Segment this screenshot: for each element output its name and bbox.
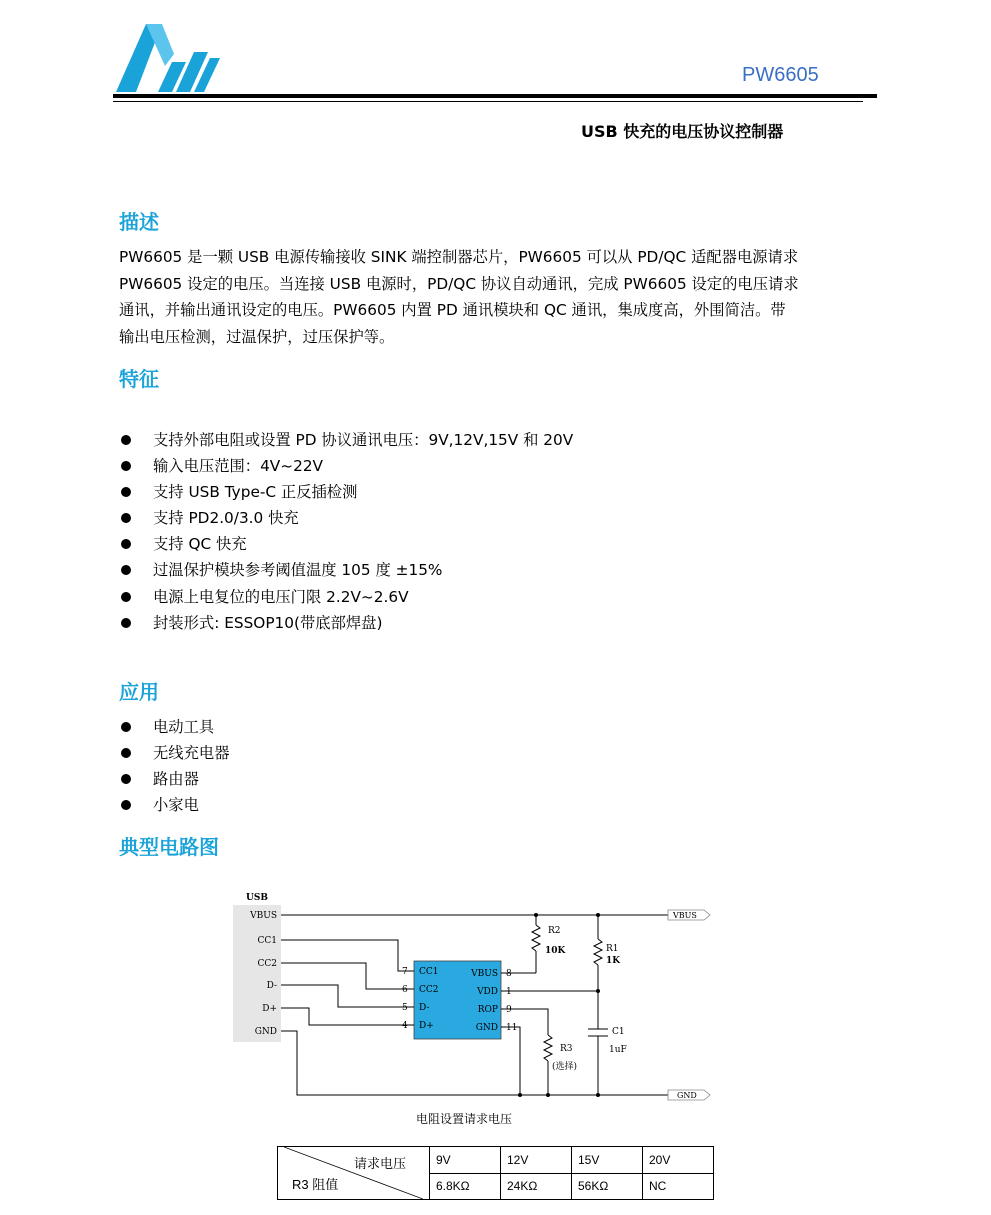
header-divider-thin bbox=[113, 101, 863, 102]
company-logo bbox=[112, 22, 222, 94]
usb-connector bbox=[233, 905, 281, 1042]
table-cell: 6.8KΩ bbox=[430, 1173, 501, 1200]
r1-value: 1K bbox=[606, 956, 621, 966]
list-item: 无线充电器 bbox=[119, 740, 230, 766]
list-item: 支持 QC 快充 bbox=[119, 531, 573, 557]
description-paragraph bbox=[119, 244, 864, 350]
list-item: 支持 PD2.0/3.0 快充 bbox=[119, 505, 573, 531]
table-cell: NC bbox=[643, 1173, 714, 1200]
circuit-caption: 电阻设置请求电压 bbox=[416, 1112, 513, 1126]
chip-pin-number: 5 bbox=[402, 1003, 408, 1013]
features-heading: 特征 bbox=[119, 367, 159, 391]
c1-label: C1 bbox=[612, 1027, 625, 1037]
chip-pin-number: 4 bbox=[402, 1021, 408, 1031]
usb-pin-label: D- bbox=[266, 981, 277, 991]
vbus-output-label: VBUS bbox=[673, 911, 697, 920]
list-item: 输入电压范围：4V~22V bbox=[119, 453, 573, 479]
list-item: 封装形式: ESSOP10(带底部焊盘) bbox=[119, 610, 573, 636]
table-diagonal-header bbox=[278, 1147, 430, 1200]
header-divider-thick bbox=[113, 94, 877, 98]
description-line: 输出电压检测，过温保护，过压保护等。 bbox=[119, 327, 395, 346]
r2-value: 10K bbox=[545, 946, 566, 956]
list-item: 过温保护模块参考阈值温度 105 度 ±15% bbox=[119, 557, 573, 583]
chip-pin-number: 1 bbox=[506, 987, 512, 997]
chip-pin-name: D+ bbox=[419, 1021, 434, 1031]
list-item: 电源上电复位的电压门限 2.2V~2.6V bbox=[119, 584, 573, 610]
gnd-output-label: GND bbox=[677, 1091, 697, 1100]
chip-pin-number: 8 bbox=[506, 969, 512, 979]
chip-pin-name: D- bbox=[419, 1003, 430, 1013]
description-heading: 描述 bbox=[119, 210, 159, 234]
features-list bbox=[119, 427, 573, 636]
header-requested-voltage: 请求电压 bbox=[353, 1156, 406, 1171]
list-item: 电动工具 bbox=[119, 714, 230, 740]
usb-pin-label: VBUS bbox=[250, 911, 277, 921]
chip-pin-number: 11 bbox=[506, 1023, 518, 1033]
chip-pin-name: CC1 bbox=[419, 967, 439, 977]
table-cell: 12V bbox=[501, 1147, 572, 1174]
table-cell: 9V bbox=[430, 1147, 501, 1174]
table-cell: 56KΩ bbox=[572, 1173, 643, 1200]
chip-pin-name: ROP bbox=[477, 1005, 498, 1015]
chip-pin-number: 7 bbox=[402, 967, 408, 977]
chip-pin-name: VDD bbox=[477, 987, 498, 997]
usb-pin-label: CC1 bbox=[257, 936, 277, 946]
resistor-selection-table bbox=[277, 1146, 714, 1200]
usb-pin-label: GND bbox=[254, 1027, 277, 1037]
r1-label: R1 bbox=[606, 944, 619, 954]
r3-note: (选择) bbox=[552, 1062, 578, 1072]
list-item: 路由器 bbox=[119, 766, 230, 792]
typical-circuit-diagram bbox=[230, 885, 715, 1115]
list-item: 支持 USB Type-C 正反插检测 bbox=[119, 479, 573, 505]
applications-list bbox=[119, 714, 230, 818]
part-number: PW6605 bbox=[742, 64, 819, 86]
table-cell: 15V bbox=[572, 1147, 643, 1174]
header-r3-value: R3 阻值 bbox=[292, 1177, 339, 1192]
description-line: PW6605 设定的电压。当连接 USB 电源时，PD/QC 协议自动通讯，完成 PW6605 设定的电压请求 bbox=[119, 274, 799, 293]
table-cell: 20V bbox=[643, 1147, 714, 1174]
usb-pin-label: D+ bbox=[262, 1004, 277, 1014]
chip-pin-name: GND bbox=[475, 1023, 498, 1033]
usb-label: USB bbox=[246, 893, 268, 903]
document-subtitle: USB 快充的电压协议控制器 bbox=[581, 122, 784, 141]
list-item: 小家电 bbox=[119, 792, 230, 818]
chip-pin-number: 9 bbox=[506, 1005, 512, 1015]
usb-pin-label: CC2 bbox=[257, 959, 277, 969]
r3-label: R3 bbox=[560, 1044, 573, 1054]
table-cell: 24KΩ bbox=[501, 1173, 572, 1200]
table-row bbox=[278, 1147, 714, 1174]
chip-pin-name: VBUS bbox=[471, 969, 498, 979]
chip-pin-number: 6 bbox=[402, 985, 408, 995]
r2-label: R2 bbox=[548, 926, 561, 936]
description-line: PW6605 是一颗 USB 电源传输接收 SINK 端控制器芯片，PW6605 可以从 PD/QC 适配器电源请求 bbox=[119, 248, 799, 266]
chip-pin-name: CC2 bbox=[419, 985, 439, 995]
description-line: 通讯，并输出通讯设定的电压。PW6605 内置 PD 通讯模块和 QC 通讯，集成度高，外围简洁。带 bbox=[119, 301, 786, 319]
applications-heading: 应用 bbox=[119, 680, 159, 704]
circuit-heading: 典型电路图 bbox=[119, 835, 219, 859]
c1-value: 1uF bbox=[609, 1045, 627, 1055]
list-item: 支持外部电阻或设置 PD 协议通讯电压：9V,12V,15V 和 20V bbox=[119, 427, 573, 453]
